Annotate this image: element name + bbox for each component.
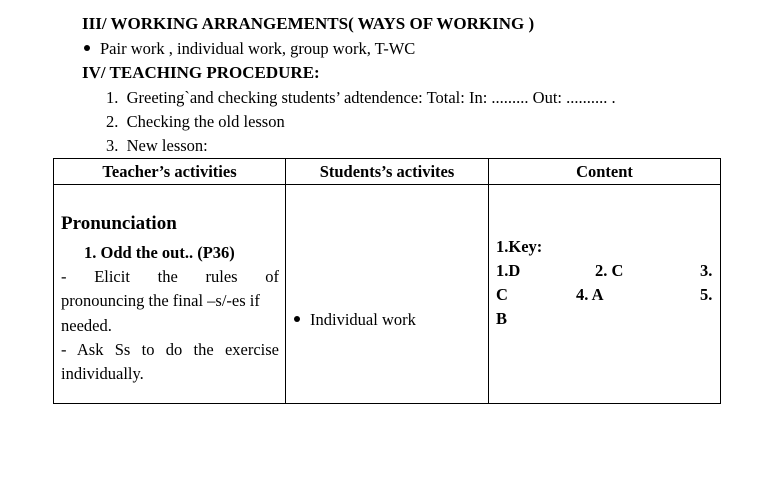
procedure-item-3 — [106, 136, 208, 156]
table-row — [54, 185, 721, 404]
bullet-icon — [84, 45, 90, 51]
content-cell — [489, 185, 721, 404]
section3-bullet-text: Pair work , individual work, group work, T-WC — [100, 39, 416, 58]
procedure-item-1 — [106, 88, 616, 108]
word: the — [157, 267, 178, 286]
exercise-subtitle: 1. Odd the out.. (P36) — [84, 243, 235, 262]
answer-5-value: B — [496, 309, 508, 328]
procedure-item-text: New lesson: — [126, 136, 208, 155]
bullet-icon — [294, 316, 300, 322]
procedure-item-text: Checking the old lesson — [126, 112, 285, 131]
answer-5-number: 5. — [700, 285, 713, 304]
section4-heading: IV/ TEACHING PROCEDURE: — [82, 63, 320, 82]
procedure-item-number: 1. — [106, 88, 119, 107]
teacher-line-1 — [61, 267, 279, 287]
teacher-activities-cell — [54, 185, 286, 404]
teacher-line-3: needed. — [61, 316, 112, 335]
students-activities-cell — [286, 185, 489, 404]
students-bullet-text: Individual work — [310, 310, 416, 329]
word: - — [61, 267, 67, 286]
answer-4: 4. A — [576, 285, 604, 304]
key-label: 1.Key: — [496, 237, 543, 256]
section3-bullet-item — [84, 39, 415, 59]
answer-3-value: C — [496, 285, 508, 304]
answer-2: 2. C — [595, 261, 624, 280]
teacher-line-5: individually. — [61, 364, 144, 383]
word: Elicit — [94, 267, 130, 286]
word: of — [265, 267, 279, 286]
section3-heading: III/ WORKING ARRANGEMENTS( WAYS OF WORKING ) — [82, 14, 535, 33]
procedure-item-number: 3. — [106, 136, 119, 155]
answer-3-number: 3. — [700, 261, 713, 280]
header-students-activities: Students’s activites — [286, 159, 489, 185]
procedure-item-2 — [106, 112, 285, 132]
pronunciation-title: Pronunciation — [61, 213, 177, 234]
students-bullet-item — [294, 310, 416, 330]
teacher-line-2: pronouncing the final –s/-es if — [61, 291, 260, 310]
lesson-table — [53, 158, 721, 404]
procedure-item-number: 2. — [106, 112, 119, 131]
header-teacher-activities: Teacher’s activities — [54, 159, 286, 185]
table-header-row — [54, 159, 721, 185]
answer-1: 1.D — [496, 261, 521, 280]
procedure-item-text: Greeting`and checking students’ adtendence: Total: In: ......... Out: .......... . — [126, 88, 616, 107]
word: rules — [205, 267, 238, 286]
teacher-line-4: - Ask Ss to do the exercise — [61, 340, 279, 359]
header-content: Content — [489, 159, 721, 185]
